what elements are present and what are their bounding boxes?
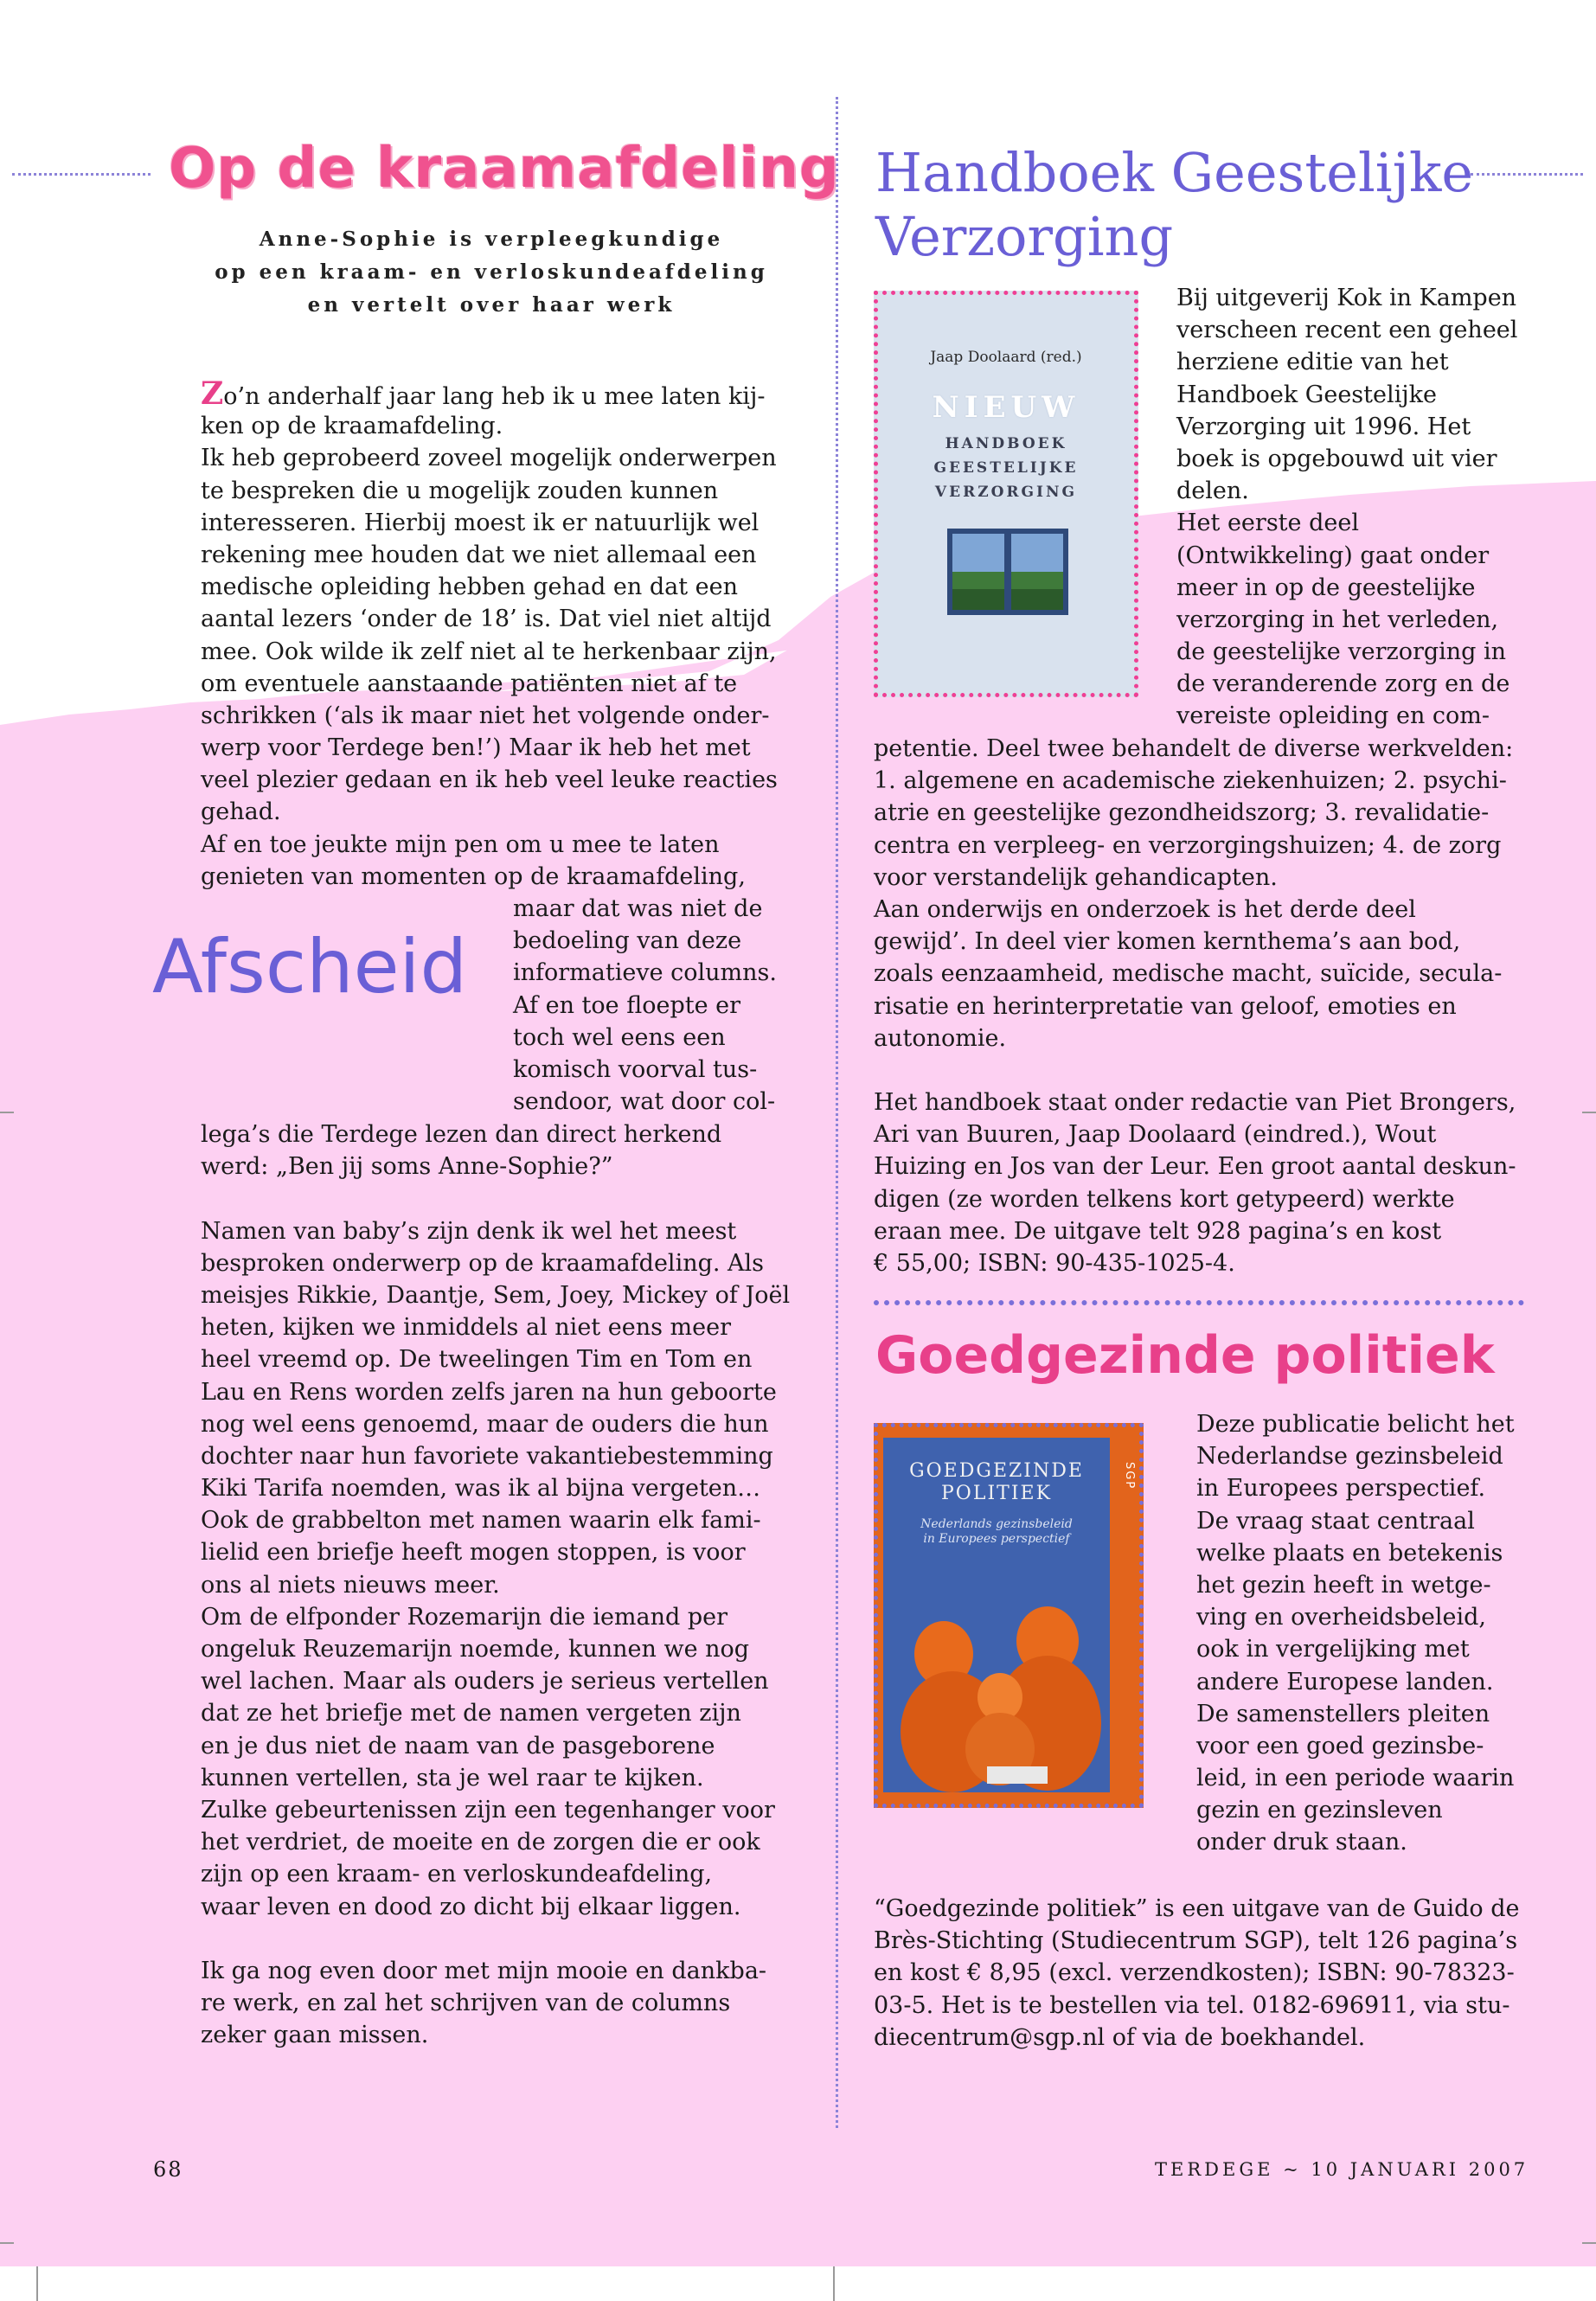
cover-subtitle: Nederlands gezinsbeleid in Europees perspectief xyxy=(920,1517,1073,1546)
body-line: autonomie. xyxy=(874,1024,1007,1052)
goedgezinde-body-full xyxy=(874,1893,1557,2054)
body-line: Om de elfponder Rozemarijn die iemand per xyxy=(201,1603,728,1631)
body-line: Handboek Geestelijke xyxy=(1176,381,1437,408)
body-line: dat ze het briefje met de namen vergeten zijn xyxy=(201,1700,741,1727)
body-line: werp voor Terdege ben!’) Maar ik heb het met xyxy=(201,734,751,762)
body-line: vereiste opleiding en com- xyxy=(1176,702,1490,730)
body-line: Zo’n anderhalf jaar lang heb ik u mee laten kij- xyxy=(201,375,766,412)
body-line: Aan onderwijs en onderzoek is het derde deel xyxy=(874,895,1416,923)
handboek-body-narrow xyxy=(1176,282,1522,733)
top-left-dotted-rule xyxy=(12,173,151,176)
body-line: heel vreemd op. De tweelingen Tim en Tom en xyxy=(201,1346,753,1374)
intro-line: en vertelt over haar werk xyxy=(307,293,676,317)
body-line: maar dat was niet de xyxy=(513,895,763,922)
body-line: in Europees perspectief. xyxy=(1196,1475,1486,1503)
body-line: Ik heb geprobeerd zoveel mogelijk onderwerpen xyxy=(201,445,777,472)
handboek-title xyxy=(875,141,1498,269)
body-line: meisjes Rikkie, Daantje, Sem, Joey, Mickey of Joël xyxy=(201,1281,791,1309)
body-line: re werk, en zal het schrijven van de columns xyxy=(201,1990,731,2017)
body-line: Deze publicatie belicht het xyxy=(1196,1411,1515,1438)
drop-cap: Z xyxy=(201,375,224,412)
body-line: meer in op de geestelijke xyxy=(1176,574,1476,601)
body-line: welke plaats en betekenis xyxy=(1196,1539,1503,1567)
body-line: het gezin heeft in wetge- xyxy=(1196,1571,1491,1599)
body-line: veel plezier gedaan en ik heb veel leuke reacties xyxy=(201,766,778,794)
body-line: nog wel eens genoemd, maar de ouders die hun xyxy=(201,1410,769,1438)
left-body-bottom xyxy=(201,1118,806,2051)
body-line: gehad. xyxy=(201,798,281,826)
body-line: atrie en geestelijke gezondheidszorg; 3. revalidatie- xyxy=(874,799,1490,827)
body-line: het verdriet, de moeite en de zorgen die er ook xyxy=(201,1829,760,1856)
body-line: toch wel eens een xyxy=(513,1023,726,1051)
body-line: ving en overheidsbeleid, xyxy=(1196,1604,1487,1631)
body-line: waar leven en dood zo dicht bij elkaar liggen. xyxy=(201,1893,741,1920)
body-line: en je dus niet de naam van de pasgeborene xyxy=(201,1732,715,1759)
handboek-body-full xyxy=(874,733,1557,1279)
body-line: andere Europese landen. xyxy=(1196,1668,1494,1695)
body-line: leid, in een periode waarin xyxy=(1196,1765,1515,1792)
body-line: zoals eenzaamheid, medische macht, suïcide, secula- xyxy=(874,960,1503,988)
body-line: werd: „Ben jij soms Anne-Sophie?” xyxy=(201,1153,613,1181)
body-line: lega’s die Terdege lezen dan direct herkend xyxy=(201,1121,722,1148)
body-line: ongeluk Reuzemarijn noemde, kunnen we nog xyxy=(201,1636,750,1663)
body-line: genieten van momenten op de kraamafdeling, xyxy=(201,862,746,890)
body-line: te bespreken die u mogelijk zouden kunnen xyxy=(201,477,719,504)
left-article-intro xyxy=(201,223,782,322)
crop-mark xyxy=(1582,1112,1596,1113)
body-line: Ook de grabbelton met namen waarin elk fami- xyxy=(201,1507,761,1535)
body-line: digen (ze worden telkens kort getypeerd) werkte xyxy=(874,1185,1455,1213)
body-line: Kiki Tarifa noemden, was ik al bijna vergeten… xyxy=(201,1475,761,1503)
cover-title: HANDBOEK GEESTELIJKE VERZORGING xyxy=(933,435,1079,501)
family-sculpture-image xyxy=(883,1438,1110,1792)
left-body-top xyxy=(201,375,806,893)
body-line: voor verstandelijk gehandicapten. xyxy=(874,863,1278,891)
body-line: delen. xyxy=(1176,478,1249,505)
body-line: diecentrum@sgp.nl of via de boekhandel. xyxy=(874,2023,1366,2051)
goedgezinde-body-narrow xyxy=(1196,1408,1542,1859)
body-line: boek is opgebouwd uit vier xyxy=(1176,445,1497,472)
body-line: heten, kijken we inmiddels al niet eens meer xyxy=(201,1314,731,1342)
body-line: Namen van baby’s zijn denk ik wel het meest xyxy=(201,1217,737,1245)
body-line: Brès-Stichting (Studiecentrum SGP), telt 126 pagina’s xyxy=(874,1927,1518,1955)
body-line: de veranderende zorg en de xyxy=(1176,670,1510,698)
column-dotted-divider xyxy=(836,97,838,2128)
goedgezinde-title: Goedgezinde politiek xyxy=(875,1325,1495,1386)
crop-mark xyxy=(0,2242,14,2244)
left-article-title: Op de kraamafdeling xyxy=(169,137,840,201)
body-line: Ik ga nog even door met mijn mooie en dankba- xyxy=(201,1957,767,1984)
goedgezinde-book-cover xyxy=(874,1423,1144,1808)
body-line: Ari van Buuren, Jaap Doolaard (eindred.), Wout xyxy=(874,1121,1437,1149)
body-line: Het handboek staat onder redactie van Piet Brongers, xyxy=(874,1089,1516,1117)
body-line: De vraag staat centraal xyxy=(1196,1507,1475,1535)
body-line: centra en verpleeg- en verzorgingshuizen; 4. de zorg xyxy=(874,831,1502,859)
body-line: eraan mee. De uitgave telt 928 pagina’s en kost xyxy=(874,1217,1442,1245)
body-line: herziene editie van het xyxy=(1176,349,1449,376)
intro-line: Anne-Sophie is verpleegkundige xyxy=(259,228,724,251)
cover-side-label: SGP xyxy=(1123,1462,1136,1490)
afscheid-subheading: Afscheid xyxy=(152,924,468,1010)
body-line: sendoor, wat door col- xyxy=(513,1088,776,1116)
body-line: interesseren. Hierbij moest ik er natuurlijk wel xyxy=(201,509,760,536)
body-line: ook in vergelijking met xyxy=(1196,1636,1470,1663)
body-line: bedoeling van deze xyxy=(513,927,742,955)
body-line: 1. algemene en academische ziekenhuizen; 2. psychi- xyxy=(874,767,1507,795)
body-line: de geestelijke verzorging in xyxy=(1176,638,1507,666)
handboek-book-cover xyxy=(874,291,1138,697)
body-line: Af en toe floepte er xyxy=(513,991,741,1019)
body-line: ons al niets nieuws meer. xyxy=(201,1571,500,1599)
body-line: mee. Ook wilde ik zelf niet al te herkenbaar zijn, xyxy=(201,638,777,665)
body-line: komisch voorval tus- xyxy=(513,1055,758,1083)
body-line: gewijd’. In deel vier komen kernthema’s aan bod, xyxy=(874,928,1461,956)
body-line: (Ontwikkeling) gaat onder xyxy=(1176,542,1490,569)
body-line: € 55,00; ISBN: 90-435-1025-4. xyxy=(874,1250,1235,1277)
left-body-narrow xyxy=(513,893,807,1118)
body-line: om eventuele aanstaande patiënten niet af te xyxy=(201,670,738,697)
crop-mark xyxy=(1582,2242,1596,2244)
body-line: gezin en gezinsleven xyxy=(1196,1797,1443,1824)
cover-panel xyxy=(883,1438,1110,1792)
body-line: kunnen vertellen, sta je wel raar te kijken. xyxy=(201,1764,704,1791)
body-line: medische opleiding hebben gehad en dat een xyxy=(201,574,738,601)
body-line: wel lachen. Maar als ouders je serieus vertellen xyxy=(201,1668,769,1695)
body-line: Af en toe jeukte mijn pen om u mee te laten xyxy=(201,830,720,858)
crop-mark xyxy=(833,2266,835,2301)
body-line: 03-5. Het is te bestellen via tel. 0182-696911, via stu- xyxy=(874,1991,1510,2019)
body-line: verzorging in het verleden, xyxy=(1176,606,1499,633)
body-line: zijn op een kraam- en verloskundeafdeling, xyxy=(201,1861,713,1888)
body-line: besproken onderwerp op de kraamafdeling. Als xyxy=(201,1249,765,1277)
title-line: Verzorging xyxy=(875,205,1174,268)
paragraph-gap xyxy=(874,1054,1557,1086)
window-landscape-image xyxy=(947,529,1068,615)
body-line: zeker gaan missen. xyxy=(201,2022,429,2049)
body-line: rekening mee houden dat we niet allemaal een xyxy=(201,541,757,568)
body-line: petentie. Deel twee behandelt de diverse werkvelden: xyxy=(874,735,1514,762)
intro-line: op een kraam- en verloskundeafdeling xyxy=(215,260,768,284)
body-line: Nederlandse gezinsbeleid xyxy=(1196,1443,1503,1471)
body-line: schrikken (‘als ik maar niet het volgende onder- xyxy=(201,702,770,729)
paragraph-gap xyxy=(201,1183,806,1215)
body-line: informatieve columns. xyxy=(513,959,777,987)
paragraph-gap xyxy=(201,1923,806,1955)
body-line: “Goedgezinde politiek” is een uitgave van de Guido de xyxy=(874,1895,1520,1922)
body-line: verscheen recent een geheel xyxy=(1176,317,1518,344)
publication-footer: TERDEGE ~ 10 JANUARI 2007 xyxy=(1155,2159,1529,2180)
title-line: Handboek Geestelijke xyxy=(875,141,1474,204)
body-line: en kost € 8,95 (excl. verzendkosten); ISBN: 90-78323- xyxy=(874,1959,1515,1987)
crop-mark xyxy=(36,2266,38,2301)
body-line: Lau en Rens worden zelfs jaren na hun geboorte xyxy=(201,1378,777,1406)
body-line: dochter naar hun favoriete vakantiebestemming xyxy=(201,1442,773,1470)
body-line: Huizing en Jos van der Leur. Een groot aantal deskun- xyxy=(874,1153,1516,1181)
body-line: aantal lezers ‘onder de 18’ is. Dat viel niet altijd xyxy=(201,606,772,633)
section-dotted-rule xyxy=(874,1300,1524,1305)
cover-author: Jaap Doolaard (red.) xyxy=(930,349,1082,366)
body-line: ken op de kraamafdeling. xyxy=(201,413,503,440)
body-line: De samenstellers pleiten xyxy=(1196,1700,1490,1727)
page-number: 68 xyxy=(153,2157,183,2182)
body-line: risatie en herinterpretatie van geloof, emoties en xyxy=(874,992,1457,1020)
body-line: Het eerste deel xyxy=(1176,510,1359,537)
body-line: Zulke gebeurtenissen zijn een tegenhanger voor xyxy=(201,1796,775,1823)
body-line: onder druk staan. xyxy=(1196,1829,1407,1856)
cover-title: GOEDGEZINDE POLITIEK xyxy=(909,1460,1084,1504)
body-line: lielid een briefje heeft mogen stoppen, is voor xyxy=(201,1539,746,1567)
body-line: Verzorging uit 1996. Het xyxy=(1176,413,1471,440)
body-line: voor een goed gezinsbe- xyxy=(1196,1732,1484,1759)
body-line: Bij uitgeverij Kok in Kampen xyxy=(1176,285,1517,311)
cover-label: NIEUW xyxy=(932,390,1080,425)
crop-mark xyxy=(0,1112,14,1113)
